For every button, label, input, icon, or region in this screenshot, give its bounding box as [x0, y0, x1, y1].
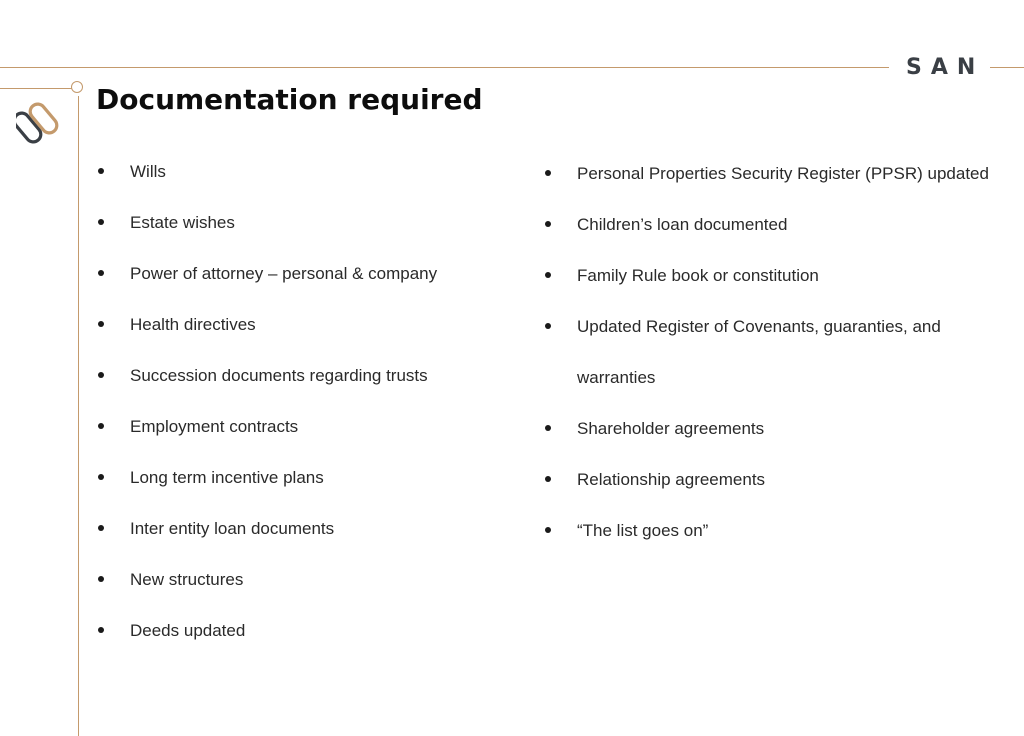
brand-wordmark: SAN — [906, 55, 985, 80]
list-item: Deeds updated — [96, 605, 516, 656]
list-item: Long term incentive plans — [96, 452, 516, 503]
rule-node-circle — [71, 81, 83, 93]
list-item: Power of attorney – personal & company — [96, 248, 516, 299]
list-item: Relationship agreements — [543, 454, 1003, 505]
list-item: Wills — [96, 146, 516, 197]
list-item: Updated Register of Covenants, guaranties, and warranties — [543, 301, 1003, 403]
list-item: Employment contracts — [96, 401, 516, 452]
list-item: Health directives — [96, 299, 516, 350]
side-rule-horizontal — [0, 88, 72, 89]
chain-link-icon — [16, 100, 66, 146]
header-rule-end — [990, 67, 1024, 68]
header-rule — [0, 67, 889, 68]
documents-list-left — [96, 146, 516, 656]
list-item: Children’s loan documented — [543, 199, 1003, 250]
list-item: New structures — [96, 554, 516, 605]
list-item: Shareholder agreements — [543, 403, 1003, 454]
documents-list-right — [543, 148, 1003, 556]
list-item: Personal Properties Security Register (PPSR) updated — [543, 148, 1003, 199]
list-item: Estate wishes — [96, 197, 516, 248]
list-item: “The list goes on” — [543, 505, 1003, 556]
side-rule-vertical — [78, 96, 79, 736]
list-item: Family Rule book or constitution — [543, 250, 1003, 301]
list-item: Inter entity loan documents — [96, 503, 516, 554]
page-title: Documentation required — [96, 83, 483, 116]
list-item: Succession documents regarding trusts — [96, 350, 516, 401]
